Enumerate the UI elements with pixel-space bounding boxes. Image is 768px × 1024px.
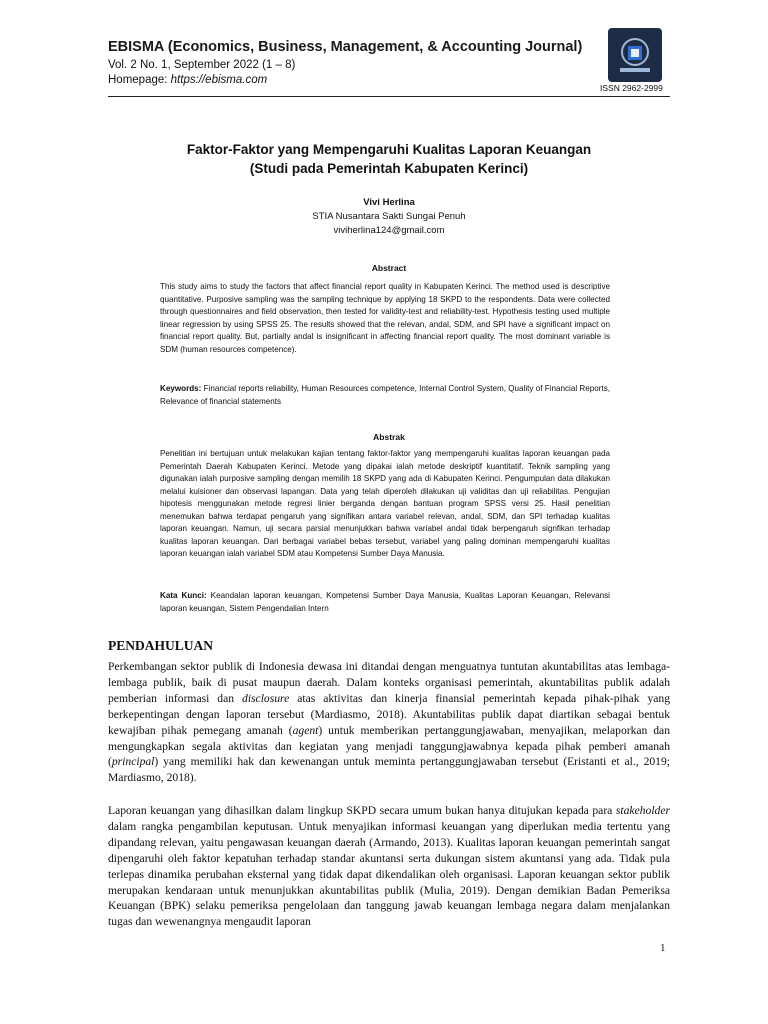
keywords-id	[160, 590, 610, 615]
abstract-id-heading: Abstrak	[373, 432, 405, 442]
journal-volume: Vol. 2 No. 1, September 2022 (1 – 8)	[108, 59, 296, 71]
abstract-en-heading: Abstract	[371, 263, 407, 273]
author-email[interactable]: viviherlina124@gmail.com	[333, 225, 445, 236]
author-name: Vivi Herlina	[363, 197, 415, 208]
p1-text-d: ) yang memiliki hak dan kewenangan untuk meminta pertanggungjawaban tersebut (Eristanti et al., 2019; Mardiasmo, 2018).	[108, 755, 670, 785]
p2-text-a: Laporan keuangan yang dihasilkan dalam lingkup SKPD secara umum bukan hanya ditujukan kepada para	[108, 804, 616, 817]
keywords-en-text: Financial reports reliability, Human Resources competence, Internal Control System, Quality of Financial Reports, Relevance of financial statements	[160, 384, 610, 406]
p1-italic-1: disclosure	[242, 691, 290, 705]
journal-header	[108, 38, 598, 88]
paragraph-1	[108, 659, 670, 786]
journal-homepage	[108, 73, 598, 88]
keywords-en	[160, 383, 610, 408]
homepage-link[interactable]: https://ebisma.com	[170, 74, 268, 86]
p1-italic-2: agent	[292, 723, 319, 737]
p2-italic-1: stakeholder	[615, 804, 670, 817]
article-title	[108, 140, 670, 178]
header-divider	[108, 96, 670, 97]
paragraph-2	[108, 803, 670, 930]
author-affiliation: STIA Nusantara Sakti Sungai Penuh	[312, 211, 466, 222]
p1-italic-3: principal	[111, 755, 155, 769]
keywords-id-text: Keandalan laporan keuangan, Kompetensi Sumber Daya Manusia, Kualitas Laporan Keuangan, Relevansi laporan keuangan, Sistem Pengendalian Intern	[160, 591, 610, 613]
section-title: PENDAHULUAN	[108, 638, 214, 653]
author-block	[108, 196, 670, 238]
journal-name: EBISMA (Economics, Business, Management, & Accounting Journal)	[108, 39, 583, 55]
p1-text-a: Perkembangan sektor publik di Indonesia dewasa ini ditandai dengan menguatnya tuntutan akuntabilitas atas lembaga-lembaga publik, baik di pusat maupun daerah. Dalam konteks organisasi pemerintah, akuntabilitas publik adalah pemberian informasi dan	[108, 660, 670, 705]
abstract-en-text: This study aims to study the factors that affect financial report quality in Kabupaten Kerinci. The method used is descriptive quantitative. Purposive sampling was the sampling technique by applying 18 SKPD to the respondents. Data were collected through questionnaires and field observation, then tested for validity-test and reliability-test. Hypothesis testing used multiple linear regression by using SPSS 25. The results showed that the relevan, andal, SDM, and SPI have a significant impact on financial report quality. But, partially andal is insignificant in affecting financial report quality. The most dominant variable is SDM (human resources competence).	[160, 282, 610, 354]
issn-label: ISSN 2962-2999	[600, 83, 663, 93]
p1-text-b: atas aktivitas dan kinerja finansial pemerintah kepada pihak-pihak yang berkepentingan dengan laporan tersebut (Mardiasmo, 2018). Akuntabilitas publik dapat diartikan sebagai bentuk kewajiban pihak pemegang amanah (	[108, 691, 671, 737]
journal-logo	[608, 28, 662, 82]
page-number: 1	[660, 942, 666, 954]
keywords-id-label: Kata Kunci:	[160, 591, 207, 600]
title-line-1: Faktor-Faktor yang Mempengaruhi Kualitas Laporan Keuangan	[186, 142, 592, 157]
title-line-2: (Studi pada Pemerintah Kabupaten Kerinci)	[249, 161, 529, 176]
abstract-id-text: Penelitian ini bertujuan untuk melakukan kajian tentang faktor-faktor yang mempengaruhi kualitas laporan keuangan pada Pemerintah Daerah Kabupaten Kerinci. Metode yang dipakai ialah metode deskriptif kuantitatif. Teknik sampling yang digunakan ialah purposive sampling dengan memilih 18 SKPD yang ada di Kabupaten Kerinci. Pengumpulan data dilakukan melalui kuisioner dan observasi lapangan. Data yang telah diperoleh dilakukan uji validitas dan uji reliabilitas. Pengujian hipotesis menggunakan metode regresi linier berganda dengan bantuan program SPSS versi 25. Hasil penelitian menemukan bahwa terdapat pengaruh yang signifikan antara variabel relevan, andal, SDM, dan SPI terhadap kualitas laporan keuangan. Namun, uji secara parsial menunjukkan bahwa variabel andal tidak berpengaruh signfikan terhadap kualitas laporan keuangan. Dari berbagai variabel bebas tersebut, variabel yang paling dominan mempengaruhi kualitas laporan keuangan ialah variabel SDM atau Kompetensi Sumber Daya Manusia.	[160, 449, 610, 558]
homepage-label: Homepage:	[108, 74, 171, 86]
p1-text-c: ) untuk memberikan pertanggungjawaban, menyajikan, melaporkan dan mengungkapkan segala aktivitas dan kegiatan yang menjadi tanggungjawabnya kepada pihak pemberi amanah (	[108, 723, 670, 769]
keywords-en-label: Keywords:	[160, 384, 202, 393]
p2-text-b: dalam rangka pengambilan keputusan. Untuk menyajikan informasi keuangan yang diperlukan media tertentu yang dipandang relevan, yaitu pengawasan keuangan daerah (Armando, 2013). Kualitas laporan keuangan pemerintah sangat dipengaruhi oleh faktor kepatuhan terhadap standar akuntansi serta dukungan sistem akuntansi yang ada. Tidak pula terlepas dinamika perubahan eksternal yang tidak dapat dikendalikan oleh organisasi. Laporan keuangan sektor publik merupakan kendaraan untuk menunjukkan akuntabilitas publik (Mulia, 2019). Dengan demikian Badan Pemeriksa Keuangan (BPK) selaku pemeriksa pengelolaan dan tanggung jawab keuangan lembaga negara dalam menjalankan tugas dan wewenangnya mengaudit laporan	[108, 819, 670, 929]
